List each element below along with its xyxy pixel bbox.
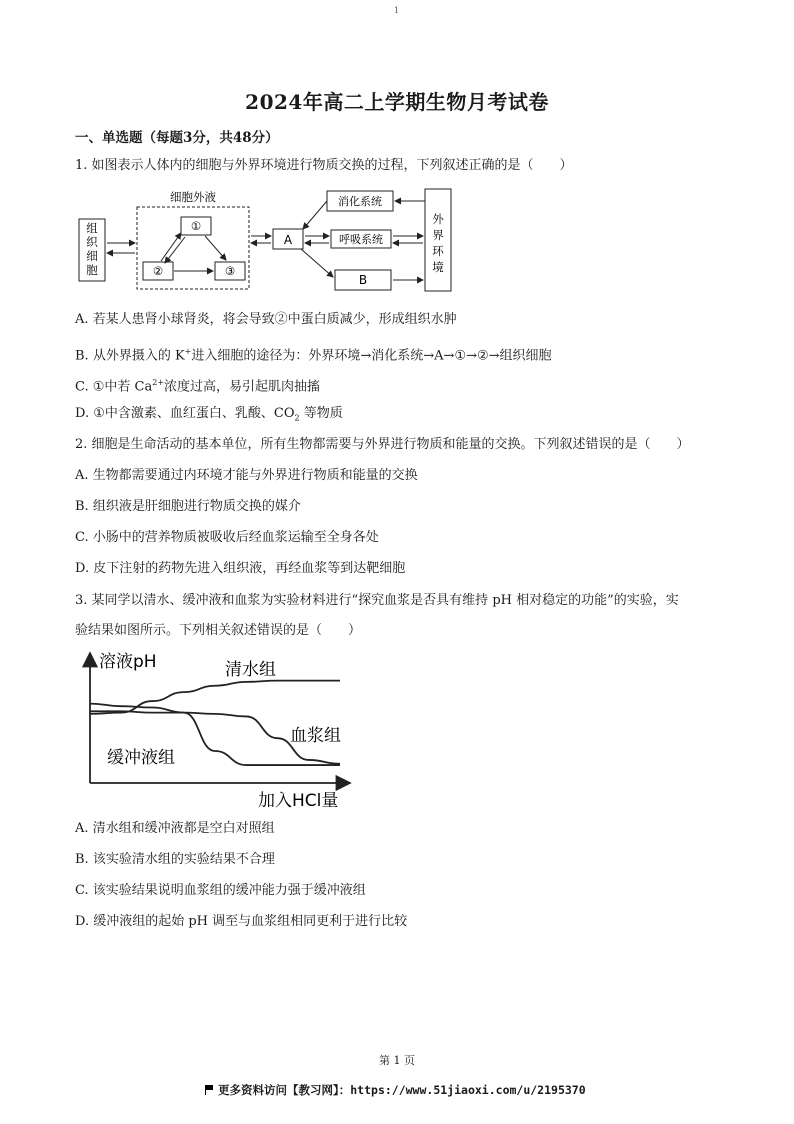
q3-ph-chart (75, 645, 375, 815)
q1-option-a: A. 若某人患肾小球肾炎，将会导致②中蛋白质减少，形成组织水肿 (75, 312, 457, 327)
y-axis-label: 溶液pH (99, 652, 157, 672)
section-heading: 一、单选题（每题3分，共48分） (75, 130, 279, 146)
q1-option-b: B. 从外界摄入的 K+进入细胞的途径为：外界环境→消化系统→A→①→②→组织细胞 (75, 347, 552, 364)
flag-icon (205, 1085, 214, 1095)
q2-option-d: D. 皮下注射的药物先进入组织液，再经血浆等到达靶细胞 (75, 561, 406, 576)
footer-text[interactable]: 更多资料访问【教习网】：https://www.51jiaoxi.com/u/2195370 (218, 1083, 586, 1097)
outside-environment-char: 环 (432, 244, 444, 258)
footer-link[interactable] (205, 1082, 586, 1098)
q3-option-b: B. 该实验清水组的实验结果不合理 (75, 852, 275, 867)
q2-option-c: C. 小肠中的营养物质被吸收后经血浆运输至全身各处 (75, 530, 379, 545)
series-line-0 (90, 681, 340, 714)
digestive-system-label: 消化系统 (338, 195, 382, 208)
node-2-label: ② (152, 264, 164, 278)
page-top-mark: 1 (394, 6, 400, 15)
series-label-1: 血浆组 (290, 726, 341, 746)
q2-stem: 2. 细胞是生命活动的基本单位，所有生物都需要与外界进行物质和能量的交换。下列叙述错误的是（ ） (75, 437, 690, 452)
outside-environment-char: 境 (432, 260, 444, 274)
extracellular-fluid-label: 细胞外液 (170, 190, 216, 204)
tissue-cell-char: 组 (86, 221, 98, 235)
node-1-label: ① (190, 219, 202, 233)
outside-environment-char: 界 (432, 228, 444, 242)
b-label: B (358, 273, 368, 287)
q2-option-a: A. 生物都需要通过内环境才能与外界进行物质和能量的交换 (75, 468, 418, 483)
respiratory-system-label: 呼吸系统 (339, 233, 383, 246)
a-label: A (283, 233, 293, 247)
page-number: 第 1 页 (379, 1054, 415, 1067)
exam-title: 2024年高二上学期生物月考试卷 (245, 90, 549, 114)
series-label-2: 缓冲液组 (107, 748, 175, 768)
node-3-label: ③ (224, 264, 236, 278)
q1-option-d: D. ①中含激素、血红蛋白、乳酸、$CO_2$ 等物质 (75, 406, 343, 423)
outside-environment-char: 外 (432, 212, 444, 226)
q3-option-a: A. 清水组和缓冲液都是空白对照组 (75, 821, 275, 836)
x-axis-label: 加入HCl量 (258, 791, 339, 811)
q2-option-b: B. 组织液是肝细胞进行物质交换的媒介 (75, 499, 301, 514)
q3-option-c: C. 该实验结果说明血浆组的缓冲能力强于缓冲液组 (75, 883, 366, 898)
q1-diagram (75, 183, 460, 295)
q3-stem-line-1: 3. 某同学以清水、缓冲液和血浆为实验材料进行“探究血浆是否具有维持 pH 相对稳定的功能”的实验，实 (75, 593, 679, 608)
tissue-cell-char: 细 (86, 249, 98, 263)
q1-option-c: C. ①中若 $Ca^{2+}$浓度过高，易引起肌肉抽搐 (75, 378, 321, 395)
tissue-cell-char: 织 (86, 235, 98, 249)
series-label-0: 清水组 (225, 660, 276, 680)
tissue-cell-char: 胞 (86, 263, 98, 277)
q1-stem: 1. 如图表示人体内的细胞与外界环境进行物质交换的过程，下列叙述正确的是（ ） (75, 158, 573, 173)
q3-stem-line-2: 验结果如图所示。下列相关叙述错误的是（ ） (75, 623, 362, 638)
q3-option-d: D. 缓冲液组的起始 pH 调至与血浆组相同更利于进行比较 (75, 914, 408, 929)
